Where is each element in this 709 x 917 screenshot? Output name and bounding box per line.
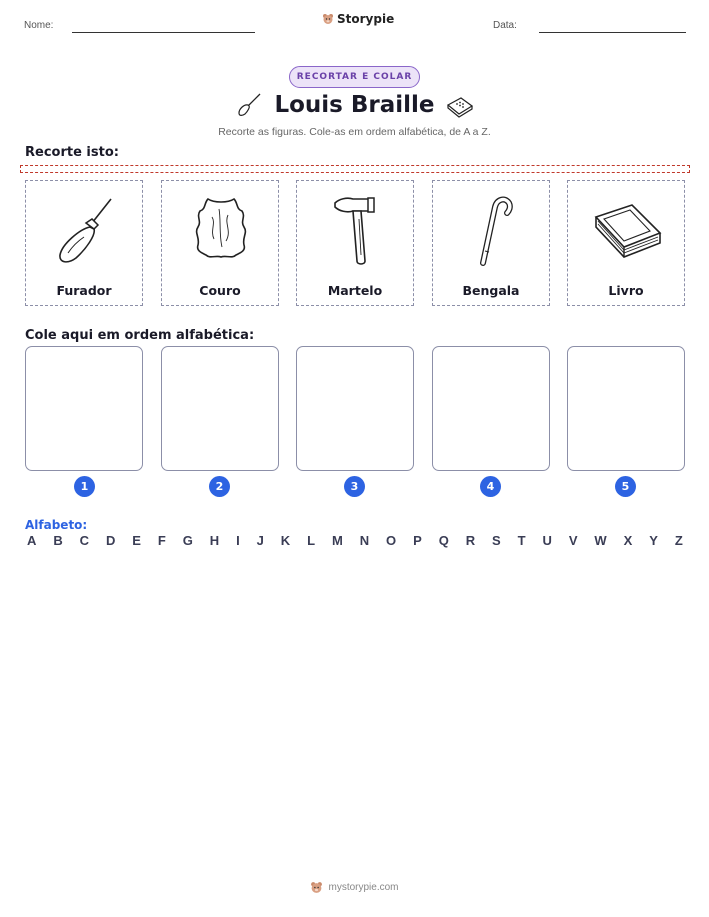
paste-box-3[interactable] — [296, 346, 414, 471]
cane-icon — [457, 189, 527, 267]
braille-slate-icon — [445, 95, 475, 119]
order-number-1: 1 — [74, 476, 95, 497]
alphabet-letter: W — [594, 533, 607, 548]
storypie-logo — [322, 12, 394, 26]
alphabet-letter: T — [517, 533, 526, 548]
alphabet-letter: U — [542, 533, 552, 548]
alphabet-letter: O — [386, 533, 397, 548]
alphabet-letter: H — [209, 533, 220, 548]
alphabet-letter: J — [256, 533, 264, 548]
alphabet-letter: S — [492, 533, 501, 548]
alphabet-letter: V — [568, 533, 578, 548]
order-number-4: 4 — [480, 476, 501, 497]
order-number-3: 3 — [344, 476, 365, 497]
alphabet-letter: B — [53, 533, 63, 548]
alphabet-letter: D — [105, 533, 116, 548]
cut-card-furador[interactable] — [25, 180, 143, 306]
alphabet-letter: G — [182, 533, 193, 548]
order-number-5: 5 — [615, 476, 636, 497]
alphabet-letter: Q — [438, 533, 449, 548]
footer-url[interactable]: mystorypie.com — [328, 882, 399, 893]
name-label: Nome: — [24, 20, 54, 31]
alphabet-letter: R — [465, 533, 476, 548]
date-line[interactable] — [539, 32, 686, 33]
alphabet-letter: M — [331, 533, 343, 548]
activity-badge: RECORTAR E COLAR — [289, 66, 420, 88]
instructions: Recorte as figuras. Cole-as em ordem alfabética, de A a Z. — [218, 126, 491, 138]
leather-hide-icon — [186, 189, 256, 267]
awl-icon — [50, 189, 120, 267]
paste-box-2[interactable] — [161, 346, 279, 471]
name-line[interactable] — [72, 32, 255, 33]
page-title: Louis Braille — [274, 92, 435, 118]
alphabet-letter: C — [79, 533, 90, 548]
bear-logo-icon — [310, 881, 323, 894]
order-number-2: 2 — [209, 476, 230, 497]
alphabet-letter: Z — [674, 533, 683, 548]
footer — [0, 881, 709, 894]
alphabet-letter: Y — [649, 533, 658, 548]
cut-card-couro[interactable] — [161, 180, 279, 306]
alphabet-label: Alfabeto: — [25, 518, 88, 532]
cut-label: Martelo — [327, 283, 383, 298]
hammer-icon — [321, 189, 391, 267]
alphabet-letter: P — [413, 533, 422, 548]
alphabet-letter: L — [307, 533, 316, 548]
alphabet-letter: F — [157, 533, 166, 548]
cut-label: Furador — [56, 283, 112, 298]
cut-label: Livro — [608, 283, 644, 298]
paste-box-4[interactable] — [432, 346, 550, 471]
cut-card-livro[interactable] — [567, 180, 685, 306]
cut-line — [20, 165, 690, 173]
alphabet-letter: K — [280, 533, 291, 548]
paste-box-1[interactable] — [25, 346, 143, 471]
logo-text: Storypie — [337, 12, 395, 26]
paste-section-label: Cole aqui em ordem alfabética: — [25, 328, 255, 343]
cut-card-bengala[interactable] — [432, 180, 550, 306]
alphabet-letter: A — [27, 533, 37, 548]
cut-card-martelo[interactable] — [296, 180, 414, 306]
book-icon — [592, 189, 662, 267]
alphabet-row — [27, 533, 683, 548]
cut-section-label: Recorte isto: — [25, 145, 119, 160]
alphabet-letter: E — [132, 533, 141, 548]
alphabet-letter: N — [359, 533, 370, 548]
cut-label: Couro — [199, 283, 241, 298]
bear-logo-icon — [322, 13, 334, 25]
cut-label: Bengala — [462, 283, 520, 298]
date-label: Data: — [493, 20, 517, 31]
alphabet-letter: I — [236, 533, 240, 548]
paste-box-5[interactable] — [567, 346, 685, 471]
alphabet-letter: X — [623, 533, 633, 548]
